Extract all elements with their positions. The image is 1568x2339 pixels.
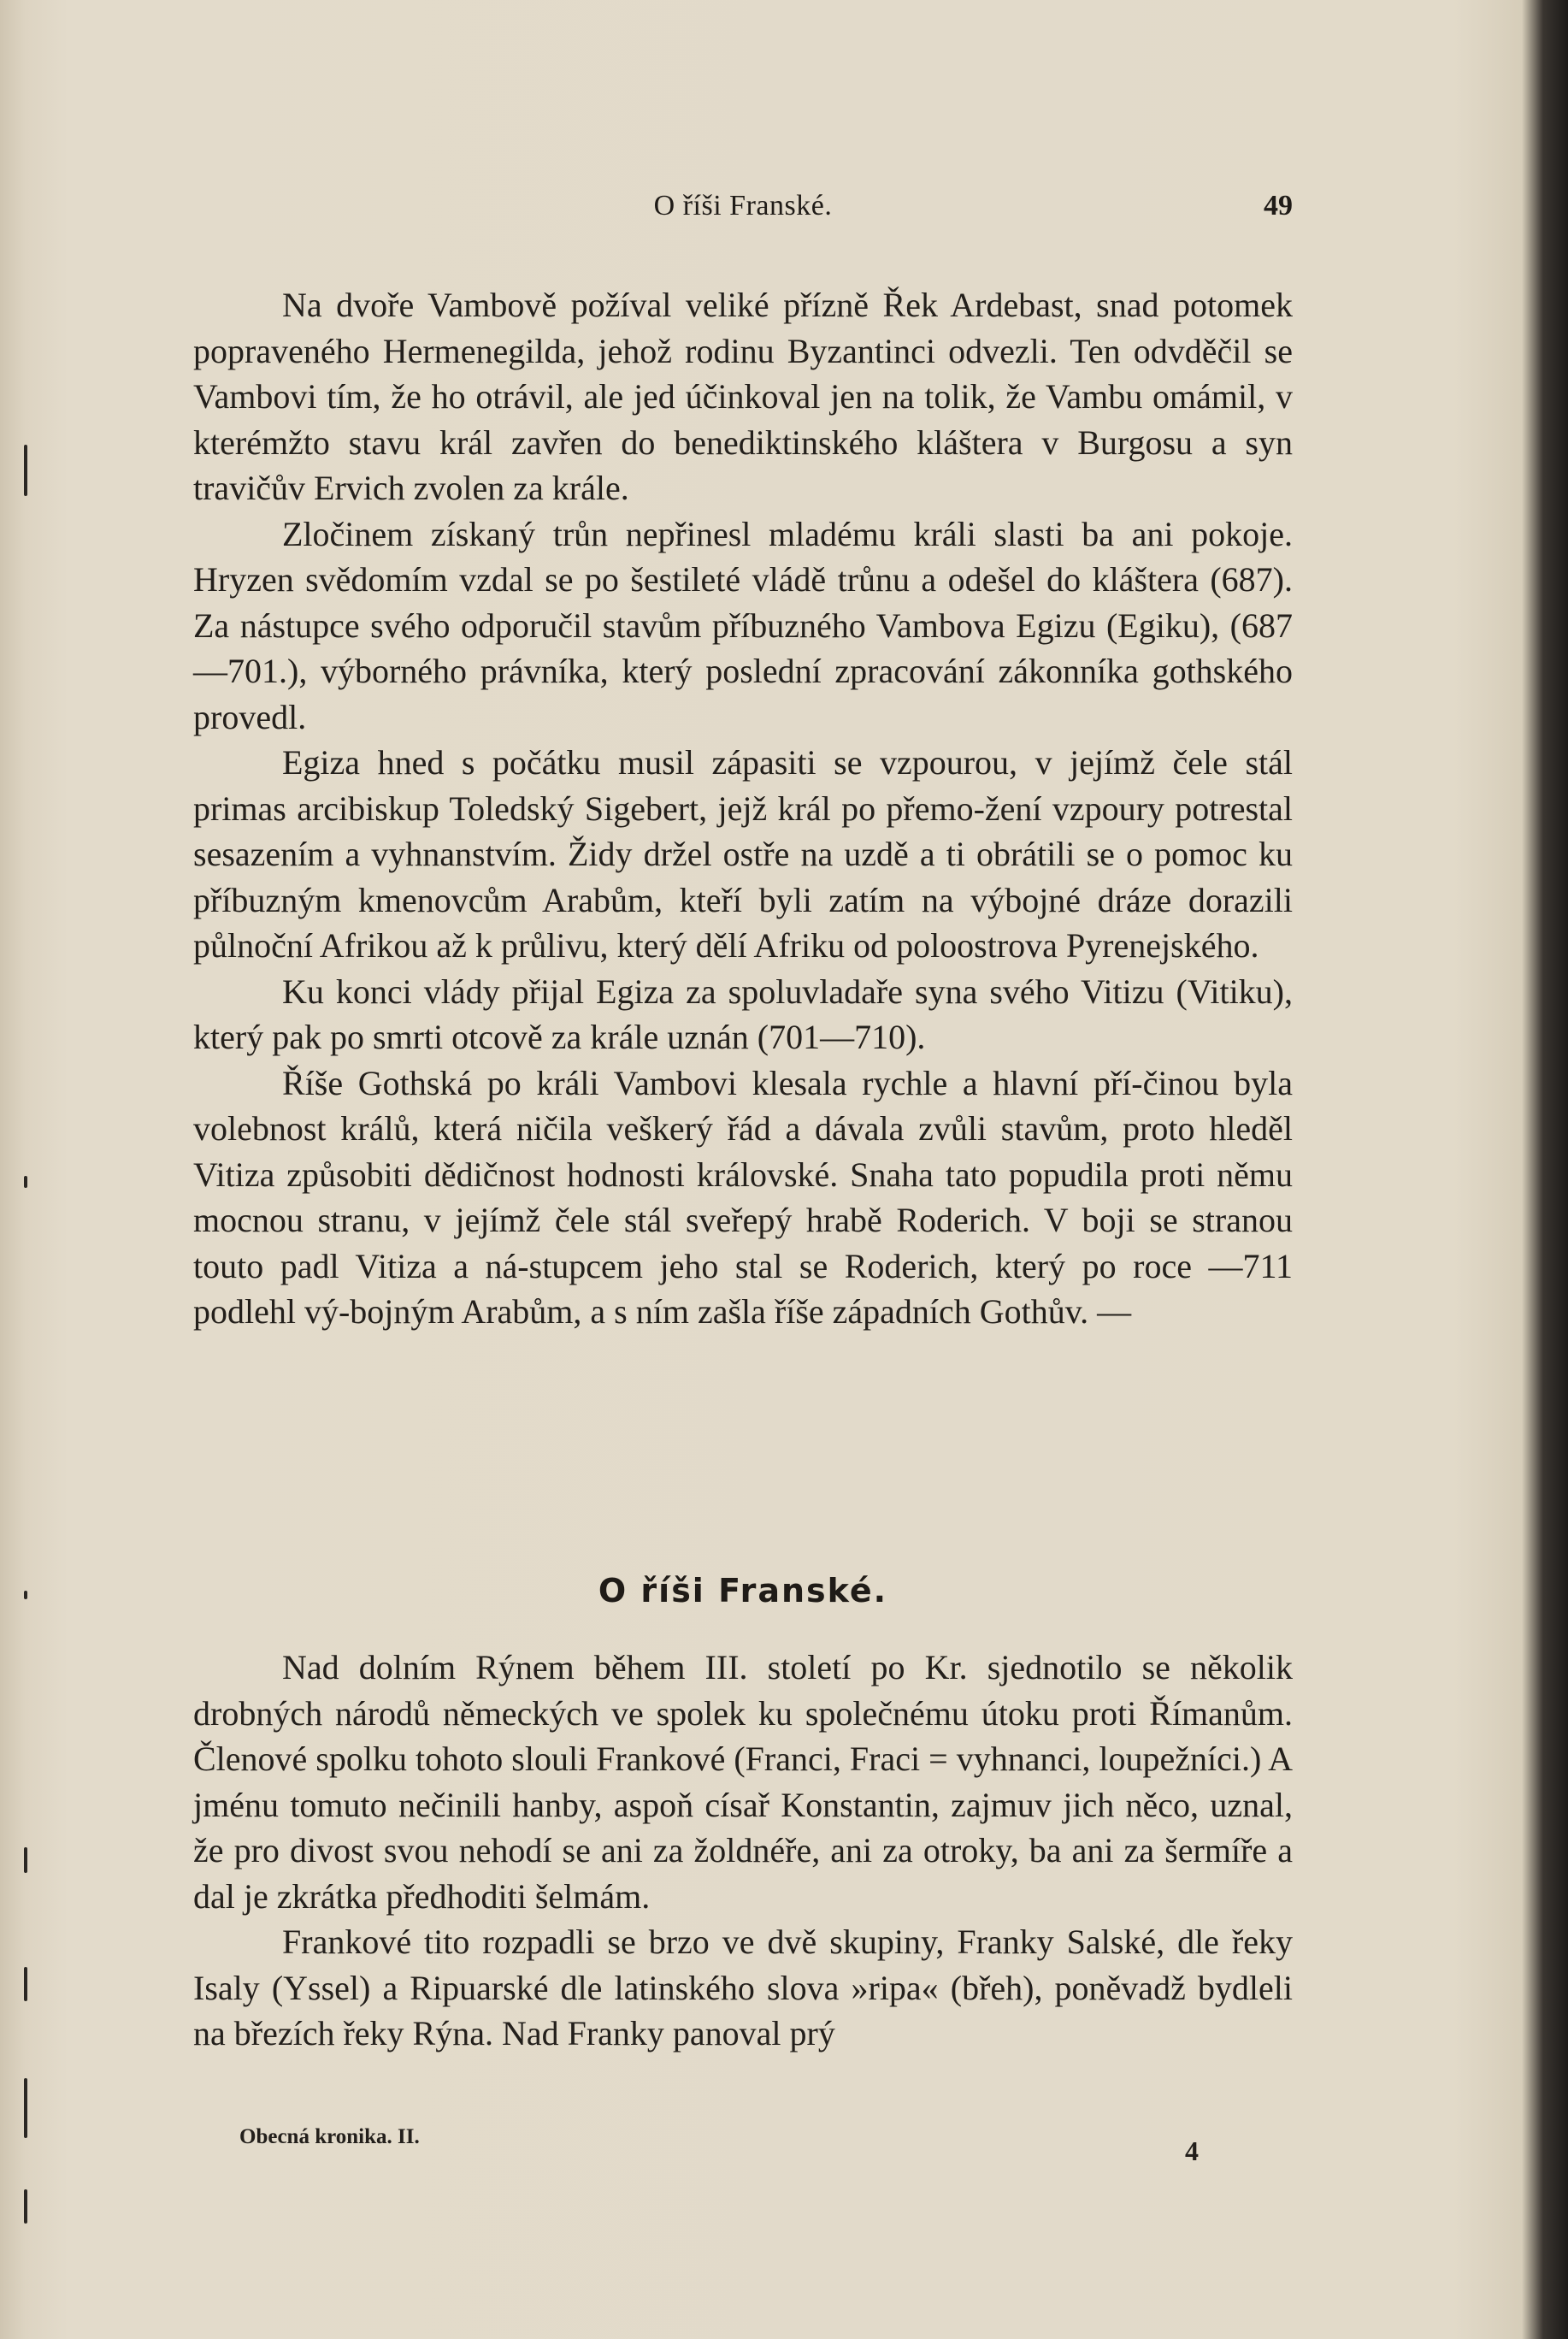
section-gothic-text bbox=[193, 282, 1293, 1335]
paragraph: Egiza hned s počátku musil zápasiti se vzpourou, v jejímž čele stál primas arcibiskup Toledský Sigebert, jejž král po přemo-žení vzpoury potrestal sesazením a vyhnanstvím. Židy držel ostře na uzdě a ti obrátili se o pomoc ku příbuzným kmenovcům Arabům, kteří byli zatím na výbojné dráze dorazili půlnoční Afrikou až k průlivu, který dělí Afriku od poloostrova Pyrenejského. bbox=[193, 743, 1293, 965]
section-frankish-text bbox=[193, 1645, 1293, 2057]
printer-signature: Obecná kronika. II. bbox=[239, 2125, 420, 2148]
paragraph: Zločinem získaný trůn nepřinesl mladému králi slasti ba ani pokoje. Hryzen svědomím vzdal se po šestileté vládě trůnu a odešel do kláštera (687). Za nástupce svého odporučil stavům příbuzného Vambova Egizu (Egiku), (687—701.), výborného právníka, který poslední zpracování zákonníka gothského provedl. bbox=[193, 514, 1293, 736]
sheet-number: 4 bbox=[1185, 2135, 1199, 2166]
page-footer bbox=[193, 2125, 1293, 2168]
paragraph: Říše Gothská po králi Vambovi klesala rychle a hlavní pří-činou byla volebnost králů, která ničila veškerý řád a dávala zvůli stavům, proto hleděl Vitiza způsobiti dědičnost hodnosti královské. Snaha tato popudila proti němu mocnou stranu, v jejímž čele stál sveřepý hrabě Roderich. V boji se stranou touto padl Vitiza a ná-stupcem jeho stal se Roderich, který po roce —711 podlehl vý-bojným Arabům, a s ním zašla říše západních Gothův. — bbox=[193, 1063, 1293, 1331]
binding-edge-marks bbox=[24, 0, 29, 2339]
paragraph: Na dvoře Vambově požíval veliké přízně Řek Ardebast, snad potomek popraveného Hermenegilda, jehož rodinu Byzantinci odvezli. Ten odvděčil se Vambovi tím, že ho otrávil, ale jed účinkoval jen na tolik, že Vambu omámil, v kterémžto stavu král zavřen do benediktinského kláštera v Burgosu a syn travičův Ervich zvolen za krále. bbox=[193, 286, 1293, 507]
paragraph: Frankové tito rozpadli se brzo ve dvě skupiny, Franky Salské, dle řeky Isaly (Yssel) a Ripuarské dle latinského slova »ripa« (břeh), poněvadž bydleli na březích řeky Rýna. Nad Franky panoval prý bbox=[193, 1923, 1293, 2053]
paragraph: Ku konci vlády přijal Egiza za spoluvladaře syna svého Vitizu (Vitiku), který pak po smrti otcově za krále uznán (701—710). bbox=[193, 972, 1293, 1056]
section-heading: O říši Franské. bbox=[598, 1572, 888, 1610]
page-number: 49 bbox=[1264, 190, 1293, 221]
running-title: O říši Franské. bbox=[653, 190, 833, 221]
running-head bbox=[193, 190, 1293, 233]
paragraph: Nad dolním Rýnem během III. století po Kr. sjednotilo se několik drobných národů německých ve spolek ku společnému útoku proti Římanům. Členové spolku tohoto slouli Frankové (Franci, Fraci = vyhnanci, loupežníci.) A jménu tomuto nečinili hanby, aspoň císař Konstantin, zajmuv jich něco, uznal, že pro divost svou nehodí se ani za žoldnéře, ani za otroky, ba ani za šermíře a dal je zkrátka předhoditi šelmám. bbox=[193, 1648, 1293, 1916]
